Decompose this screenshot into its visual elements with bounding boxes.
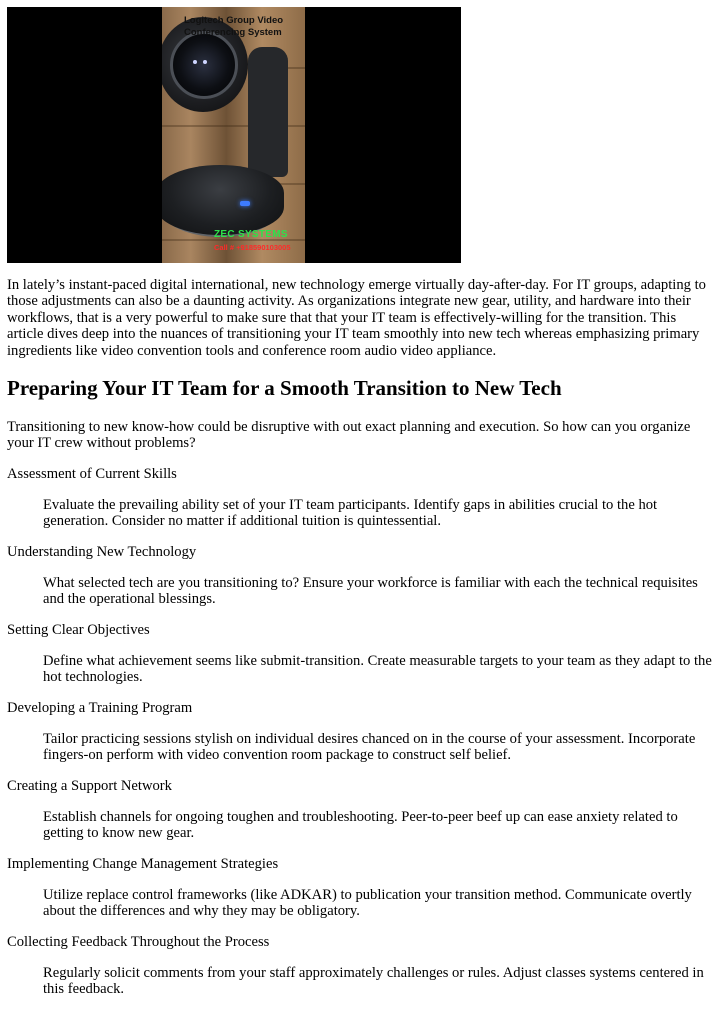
section-title: Creating a Support Network xyxy=(7,778,172,794)
lead-paragraph: Transitioning to new know-how could be disruptive with out exact planning and execution. So how can you organize your IT crew without problems? xyxy=(7,419,691,452)
section-title: Understanding New Technology xyxy=(7,544,197,560)
section-body: Evaluate the prevailing ability set of your IT team participants. Identify gaps in abilities crucial to the hot generation. Consider no matter if additional tuition is quintessential. xyxy=(43,497,658,530)
section-body: Define what achievement seems like submit-transition. Create measurable targets to your team as they adapt to the hot technologies. xyxy=(43,653,712,686)
image-caption-title: Logitech Group Video Conferencing System xyxy=(184,15,284,38)
image-call-text: Call # +918590103005 xyxy=(214,243,291,252)
section-title: Setting Clear Objectives xyxy=(7,622,150,638)
section-title: Assessment of Current Skills xyxy=(7,466,177,482)
section-body: Establish channels for ongoing toughen and troubleshooting. Peer-to-peer beef up can ease anxiety related to getting to know new gear. xyxy=(43,809,678,842)
section-heading: Preparing Your IT Team for a Smooth Transition to New Tech xyxy=(7,376,562,400)
camera-photo xyxy=(162,7,305,263)
intro-paragraph: In lately’s instant-paced digital international, new technology emerge virtually day-after-day. For IT groups, adapting to those adjustments can also be a daunting activity. As organizations integrate new gear, utility, and hardware into their workflows, that is a very powerful to make sure that that your IT team is effectively-willing for the transition. This article dives deep into the nuances of transitioning your IT team smoothly into new tech whereas emphasizing primary ingredients like video convention tools and conference room audio video appliance. xyxy=(7,277,706,359)
status-led xyxy=(240,201,250,206)
section-body: Regularly solicit comments from your staff approximately challenges or rules. Adjust classes systems centered in this feedback. xyxy=(43,965,704,998)
section-body: Tailor practicing sessions stylish on individual desires chanced on in the course of your assessment. Incorporate fingers-on perform with video convention room package to construct self belief. xyxy=(43,731,696,764)
section-title: Developing a Training Program xyxy=(7,700,193,716)
speakerphone-base xyxy=(162,165,284,235)
section-body: What selected tech are you transitioning to? Ensure your workforce is familiar with each the technical requisites and the operational blessings. xyxy=(43,575,698,608)
hero-image xyxy=(7,7,461,263)
section-title: Implementing Change Management Strategies xyxy=(7,856,279,872)
section-title: Collecting Feedback Throughout the Process xyxy=(7,934,270,950)
image-brand-text: ZEC SYSTEMS xyxy=(214,229,288,240)
camera-lens-icon xyxy=(170,31,238,99)
camera-arm xyxy=(248,47,288,177)
section-list xyxy=(7,466,715,1012)
section-body: Utilize replace control frameworks (like ADKAR) to publication your transition method. Communicate overtly about the differences and why they may be obligatory. xyxy=(43,887,692,920)
